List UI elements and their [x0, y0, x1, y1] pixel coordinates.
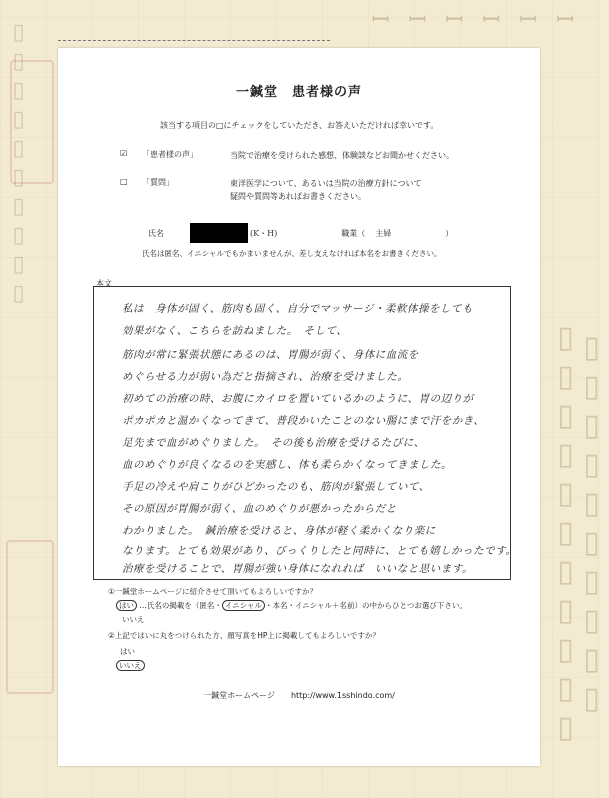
name-note: 氏名は匿名、イニシャルでもかまいませんが、差し支えなければ本名をお書きください。 — [142, 249, 442, 258]
name-label: 氏名 — [148, 228, 164, 238]
dashed-divider — [58, 40, 330, 41]
bg-seal — [6, 540, 54, 694]
memo-line: 手足の冷えや肩こりがひどかったのも、筋肉が緊張していて、 — [122, 481, 430, 493]
memo-line: 私は 身体が固く、筋肉も固く、自分でマッサージ・柔軟体操をしても — [122, 303, 473, 315]
option-question-desc: 東洋医学について、あるいは当院の治療方針について 疑問や質問等あればお書きください。 — [230, 179, 422, 201]
checkbox-voice[interactable]: ☑ — [120, 149, 128, 158]
q1-no[interactable]: いいえ — [122, 615, 145, 624]
q1-initial-circled[interactable]: イニシャル — [222, 600, 265, 611]
option-voice-label: 「患者様の声」 — [142, 150, 198, 159]
memo-line: 効果がなく、こちらを訪ねました。 そして、 — [122, 325, 348, 337]
memo-line: 初めての治療の時、お腹にカイロを置いているかのように、胃の辺りが — [122, 393, 474, 405]
memo-line: 治療を受けることで、胃腸が強い身体になれれば いいなと思います。 — [122, 563, 473, 575]
section-label: 本文 — [96, 279, 112, 288]
option-voice — [120, 149, 454, 162]
bg-calligraphy-right-2: ▯▯▯▯▯▯▯▯▯▯ — [574, 330, 609, 720]
job-label: 職業（ — [341, 228, 366, 238]
name-row — [148, 223, 453, 243]
job-value[interactable]: 主婦 — [375, 228, 392, 238]
q2-no-circled[interactable]: いいえ — [116, 660, 145, 671]
testimonial-sheet — [58, 48, 540, 766]
memo-line: ポカポカと温かくなってきて、普段かいたことのない腸にまで汗をかき、 — [122, 415, 485, 427]
bg-calligraphy-right: ▯▯▯▯▯▯▯▯▯▯▯ — [548, 320, 583, 749]
checkbox-question[interactable]: □ — [120, 177, 128, 186]
q1-answer — [116, 600, 467, 611]
q2-text: ②上記ではいに丸をつけられた方、顔写真をHP上に掲載してもよろしいですか？ — [108, 631, 380, 640]
sheet-title: 一鍼堂 患者様の声 — [235, 85, 362, 100]
q1-detail-pre: …氏名の掲載を（匿名・ — [139, 601, 222, 610]
option-question-label: 「質問」 — [142, 178, 174, 187]
body-memo[interactable] — [93, 286, 517, 580]
memo-line: 血のめぐりが良くなるのを実感し、体も柔らかくなってきました。 — [122, 459, 452, 471]
memo-line: めぐらせる力が弱い為だと指摘され、治療を受けました。 — [122, 371, 409, 383]
q1-detail-post: ・本名・イニシャル＋名前）の中からひとつお選び下さい。 — [264, 601, 467, 610]
memo-line: なります。とても効果があり、びっくりしたと同時に、とても嬉しかったです。 — [122, 545, 517, 557]
name-redaction — [190, 223, 248, 243]
name-value[interactable]: (K・H) — [250, 228, 278, 238]
q2-no-wrap — [116, 660, 145, 671]
q2-yes[interactable]: はい — [120, 647, 135, 656]
bg-calligraphy-left: ▯▯▯▯▯▯▯▯▯▯ — [6, 20, 31, 310]
footer-url: 一鍼堂ホームページ http://www.1sshindo.com/ — [203, 691, 395, 700]
bg-calligraphy-top: ꟷ ꟷ ꟷ ꟷ ꟷ ꟷ — [371, 8, 580, 33]
memo-line: わかりました。 鍼治療を受けると、身体が軽く柔かくなり楽に — [122, 525, 436, 537]
q1-text: ①一鍼堂ホームページに紹介させて頂いてもよろしいですか？ — [108, 587, 318, 596]
bg-seal — [10, 60, 54, 184]
option-voice-desc: 当院で治療を受けられた感想、体験談などお聞かせください。 — [230, 151, 454, 160]
job-close: ） — [445, 228, 454, 238]
memo-line: その原因が胃腸が弱く、血のめぐりが悪かったからだと — [122, 503, 397, 515]
intro-text: 該当する項目の□にチェックをしていただき、お答えいただければ幸いです。 — [160, 121, 439, 130]
memo-line: 筋肉が常に緊張状態にあるのは、胃腸が弱く、身体に血流を — [122, 349, 419, 361]
option-question — [120, 177, 422, 203]
memo-line: 足先まで血がめぐりました。 その後も治療を受けるたびに、 — [122, 437, 425, 449]
q1-yes-circled[interactable]: はい — [116, 600, 137, 611]
